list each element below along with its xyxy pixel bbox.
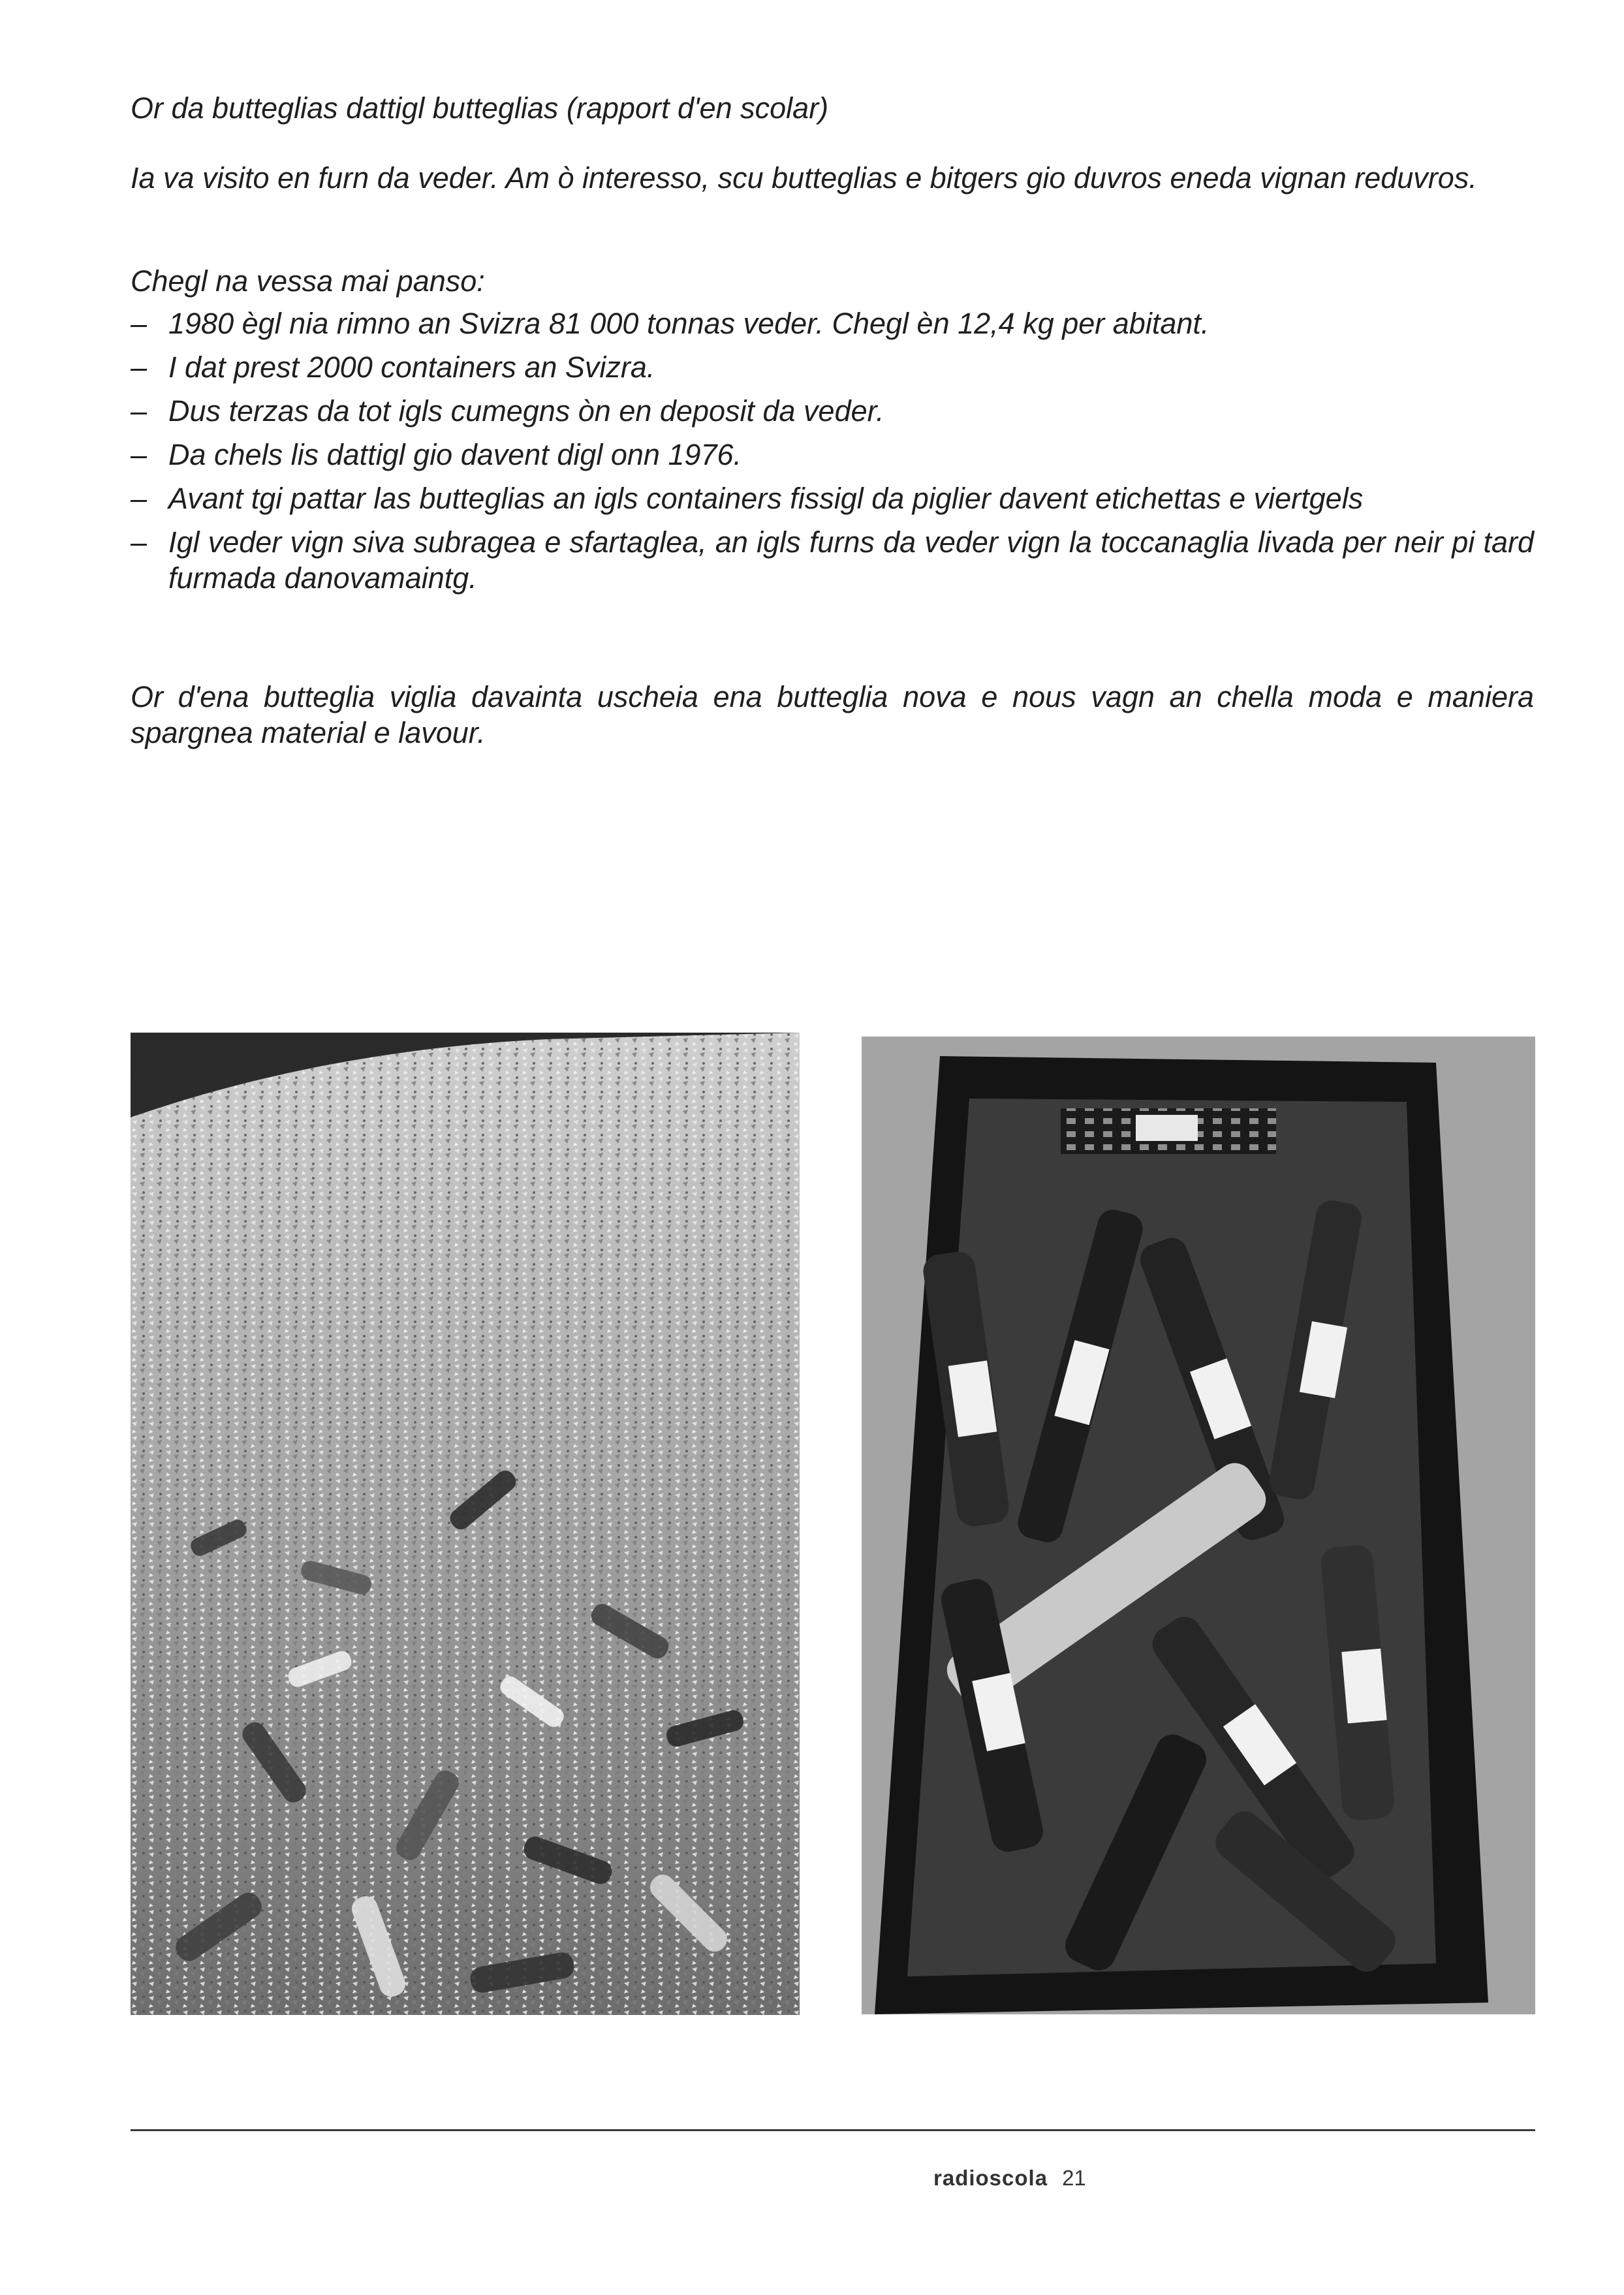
fact-text: Igl veder vign siva subragea e sfartaglea, an igls furns da veder vign la toccanaglia livada per neir pi tard furmada danovamaintg. bbox=[168, 525, 1534, 595]
closing-paragraph: Or d'ena butteglia viglia davainta uscheia ena butteglia nova e nous vagn an chella moda e maniera spargnea material e lavour. bbox=[131, 680, 1534, 749]
list-item bbox=[131, 393, 1534, 429]
dash-bullet: – bbox=[131, 394, 148, 428]
list-item bbox=[131, 524, 1534, 596]
fact-text: I dat prest 2000 containers an Svizra. bbox=[168, 351, 655, 384]
page-footer bbox=[933, 2166, 1086, 2191]
intro-paragraph: Ia va visito en furn da veder. Am ò interesso, scu butteglias e bitgers gio duvros eneda vignan reduvros. bbox=[131, 161, 1477, 195]
dash-bullet: – bbox=[131, 525, 148, 559]
list-item bbox=[131, 305, 1534, 341]
crate-of-bottles-photo bbox=[862, 1037, 1535, 2014]
publication-name: radioscola bbox=[933, 2166, 1048, 2190]
facts-list bbox=[131, 305, 1534, 604]
dash-bullet: – bbox=[131, 307, 148, 340]
list-item bbox=[131, 349, 1534, 385]
list-item bbox=[131, 480, 1534, 516]
dash-bullet: – bbox=[131, 482, 148, 515]
page-number: 21 bbox=[1062, 2166, 1086, 2190]
article-title: Or da butteglias dattigl butteglias (rapport d'en scolar) bbox=[131, 91, 829, 125]
fact-text: Avant tgi pattar las butteglias an igls containers fissigl da piglier davent etichettas e viertgels bbox=[168, 482, 1364, 515]
fact-text: 1980 ègl nia rimno an Svizra 81 000 tonnas veder. Chegl èn 12,4 kg per abitant. bbox=[168, 307, 1210, 340]
dash-bullet: – bbox=[131, 351, 148, 384]
dash-bullet: – bbox=[131, 438, 148, 471]
list-item bbox=[131, 437, 1534, 473]
footer-divider bbox=[131, 2129, 1535, 2131]
lead-line: Chegl na vessa mai panso: bbox=[131, 264, 485, 298]
fact-text: Da chels lis dattigl gio davent digl onn 1976. bbox=[168, 438, 742, 471]
heap-of-glass-bottles-photo bbox=[131, 1033, 800, 2015]
fact-text: Dus terzas da tot igls cumegns òn en deposit da veder. bbox=[168, 394, 884, 428]
